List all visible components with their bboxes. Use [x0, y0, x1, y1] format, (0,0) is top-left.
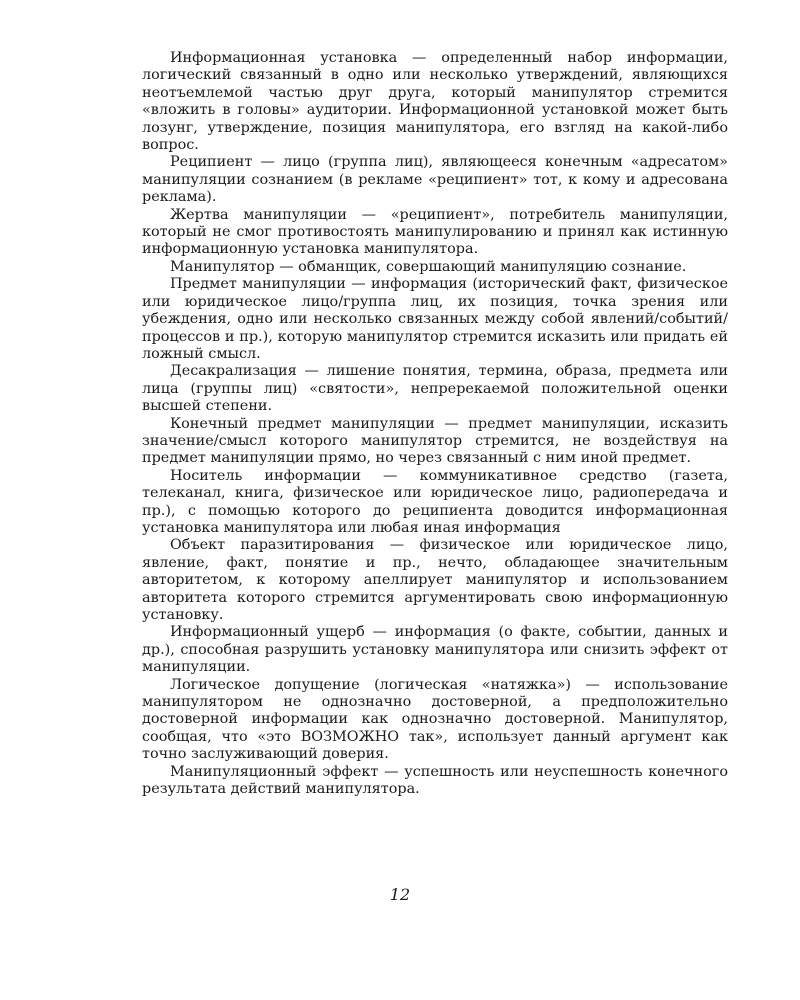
paragraph-parasitism-object: Объект паразитирования — физическое или юридическое лицо, явление, факт, понятие и пр., нечто, обладающее значительным авторитетом, к которому апеллирует манипулятор и использованием авторитета которого стремится аргументировать свою информационную установку. — [142, 537, 728, 623]
paragraph-information-carrier: Носитель информации — коммуникативное средство (газета, телеканал, книга, физическое или юридическое лицо, радиопередача и пр.), с помощью которого до реципиента доводится информационная установка манипулятора или любая иная информация — [142, 467, 728, 536]
paragraph-desacralization: Десакрализация — лишение понятия, термина, образа, предмета или лица (группы лиц) «святости», непререкаемой положительной оценки высшей степени. — [142, 363, 728, 415]
page-body — [142, 50, 728, 798]
paragraph-manipulator: Манипулятор — обманщик, совершающий манипуляцию сознание. — [170, 258, 687, 275]
paragraph-information-damage: Информационный ущерб — информация (о факте, событии, данных и др.), способная разрушить установку манипулятора или снизить эффект от манипуляции. — [142, 624, 728, 676]
paragraph-information-setup: Информационная установка — определенный набор информации, логический связанный в одно или несколько утверждений, являющихся неотъемлемой частью друг друга, который манипулятор стремится «вложить в головы» аудитории. Информационной установкой может быть лозунг, утверждение, позиция манипулятора, его взгляд на какой-либо вопрос. — [142, 50, 728, 154]
page-number: 12 — [389, 885, 411, 904]
paragraph-logical-assumption: Логическое допущение (логическая «натяжка») — использование манипулятором не однозначно достоверной, а предположительно достоверной информации как однозначно достоверной. Манипулятор, сообщая, что «это ВОЗМОЖНО так», использует данный аргумент как точно заслуживающий доверия. — [142, 676, 728, 763]
paragraph-subject: Предмет манипуляции — информация (исторический факт, физическое или юридическое лицо/группа лиц, их позиция, точка зрения или убеждения, одно или несколько связанных между собой явлений/событий/процессов и пр.), которую манипулятор стремится исказить или придать ей ложный смысл. — [142, 276, 728, 362]
paragraph-final-subject: Конечный предмет манипуляции — предмет манипуляции, исказить значение/смысл которого манипулятор стремится, не воздействуя на предмет манипуляции прямо, но через связанный с ним иной предмет. — [142, 415, 728, 467]
paragraph-manipulation-effect: Манипуляционный эффект — успешность или неуспешность конечного результата действий манипулятора. — [142, 763, 728, 798]
paragraph-victim: Жертва манипуляции — «реципиент», потребитель манипуляции, который не смог противостоять манипулированию и принял как истинную информационную установка манипулятора. — [142, 206, 728, 258]
paragraph-recipient: Реципиент — лицо (группа лиц), являющееся конечным «адресатом» манипуляции сознанием (в рекламе «реципиент» тот, к кому и адресована реклама). — [142, 154, 728, 206]
